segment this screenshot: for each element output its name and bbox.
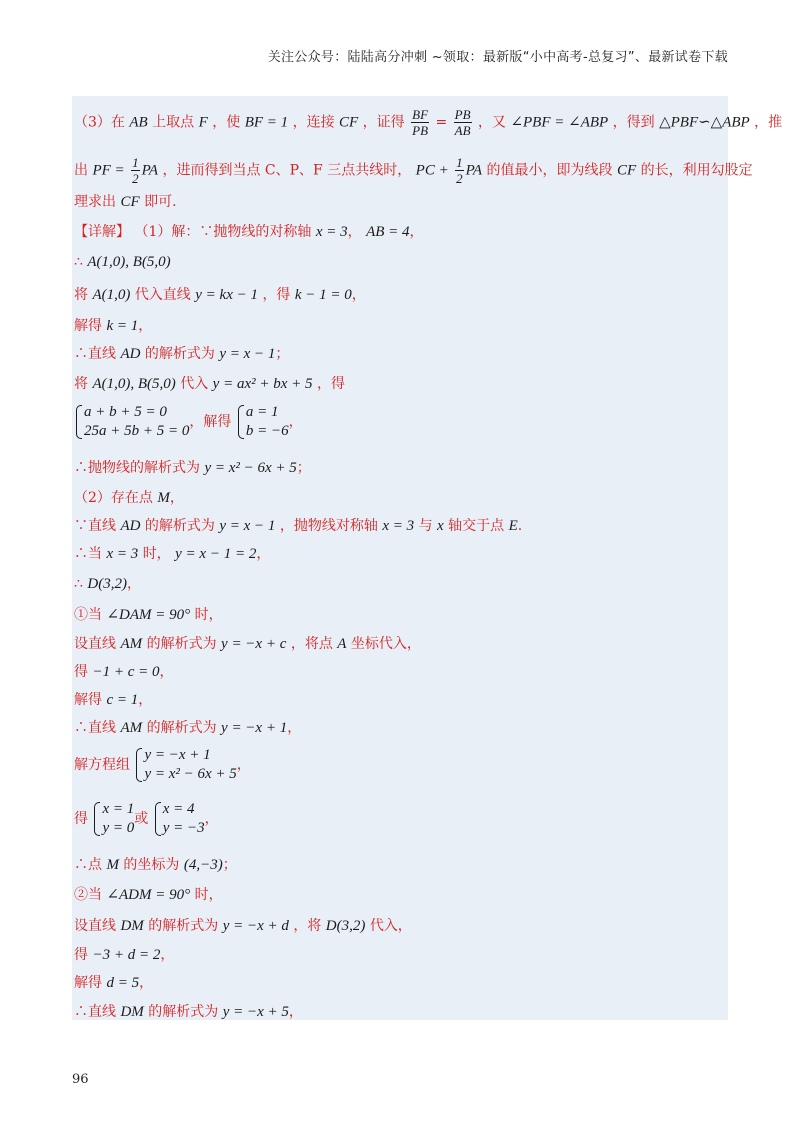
detail-line-9: （2）存在点 M， <box>74 490 184 506</box>
detail-line-12: ∴ D(3,2)， <box>74 576 141 592</box>
fraction-bf-pb: $\frac{BF}{PB}$ <box>412 107 429 138</box>
detail-line-25: ∴直线 DM 的解析式为 y = −x + 5， <box>74 1004 303 1020</box>
detail-line-23: 得 −3 + d = 2， <box>74 947 175 963</box>
detail-line-13: ①当 ∠DAM = 90° 时， <box>74 607 223 623</box>
detail-line-17: ∴直线 AM 的解析式为 y = −x + 1， <box>74 720 302 736</box>
detail-line-18: 解方程组 y = −x + 1 y = x² − 6x + 5 ， <box>74 747 251 782</box>
hint-line-3: 理求出 CF 即可. <box>74 194 177 210</box>
detail-line-1: 【详解】 （1）解：∵抛物线的对称轴 x = 3， AB = 4， <box>74 224 424 240</box>
detail-line-2: ∴ A(1,0), B(5,0) <box>74 254 171 270</box>
fraction-half-2: $\frac{1}{2}$ <box>456 155 463 186</box>
solution-system-1: x = 1 y = 0 <box>92 800 134 838</box>
detail-label: 【详解】 <box>74 224 130 240</box>
detail-line-7: a + b + 5 = 0 25a + 5b + 5 = 0 ，解得 a = 1 b = −6 ， <box>74 403 303 441</box>
detail-line-11: ∴当 x = 3 时， y = x − 1 = 2， <box>74 546 271 562</box>
detail-line-4: 解得 k = 1， <box>74 318 153 334</box>
equation-system-2: a = 1 b = −6 <box>236 403 289 441</box>
detail-line-15: 得 −1 + c = 0， <box>74 664 174 680</box>
equation-system-3: y = −x + 1 y = x² − 6x + 5 <box>134 746 236 784</box>
hint-line-1: （3）在 AB 上取点 F ，使 BF = 1 ，连接 CF ，证得 $\frac{BF}{PB}$ = $\frac{PB}{AB}$ ，又 ∠PBF = ∠ABP ，得到 △PBF∽△ABP ，推 <box>74 107 783 138</box>
solution-system-2: x = 4 y = −3 <box>153 800 205 838</box>
detail-line-20: ∴点 M 的坐标为 (4,−3)； <box>74 857 237 873</box>
detail-line-5: ∴直线 AD 的解析式为 y = x − 1； <box>74 346 290 362</box>
page-number: 96 <box>72 1072 89 1087</box>
fraction-half: $\frac{1}{2}$ <box>132 155 139 186</box>
detail-line-22: 设直线 DM 的解析式为 y = −x + d ，将 D(3,2) 代入， <box>74 918 412 934</box>
fraction-pb-ab: $\frac{PB}{AB}$ <box>454 107 471 138</box>
detail-line-10: ∵直线 AD 的解析式为 y = x − 1 ，抛物线对称轴 x = 3 与 x 轴交于点 E. <box>74 518 523 534</box>
detail-line-19: 得 x = 1 y = 0 或 x = 4 y = −3 ， <box>74 801 219 836</box>
equation-system-1: a + b + 5 = 0 25a + 5b + 5 = 0 <box>74 403 189 441</box>
detail-line-14: 设直线 AM 的解析式为 y = −x + c ，将点 A 坐标代入， <box>74 636 421 652</box>
hint-line-2: 出 PF = $\frac{1}{2}$ PA ，进而得到当点 C、P、F 三点共线时， PC + $\frac{1}{2}$ PA 的值最小，即为线段 CF 的长，利用勾股定 <box>74 155 753 186</box>
detail-line-16: 解得 c = 1， <box>74 692 153 708</box>
page-header: 关注公众号：陆陆高分冲刺 ~领取：最新版“小中高考-总复习”、最新试卷下载 <box>267 50 728 65</box>
detail-line-21: ②当 ∠ADM = 90° 时， <box>74 887 223 903</box>
detail-line-24: 解得 d = 5， <box>74 975 154 991</box>
detail-line-6: 将 A(1,0), B(5,0) 代入 y = ax² + bx + 5 ，得 <box>74 376 345 392</box>
detail-line-8: ∴抛物线的解析式为 y = x² − 6x + 5； <box>74 460 311 476</box>
detail-line-3: 将 A(1,0) 代入直线 y = kx − 1 ，得 k − 1 = 0， <box>74 287 366 303</box>
